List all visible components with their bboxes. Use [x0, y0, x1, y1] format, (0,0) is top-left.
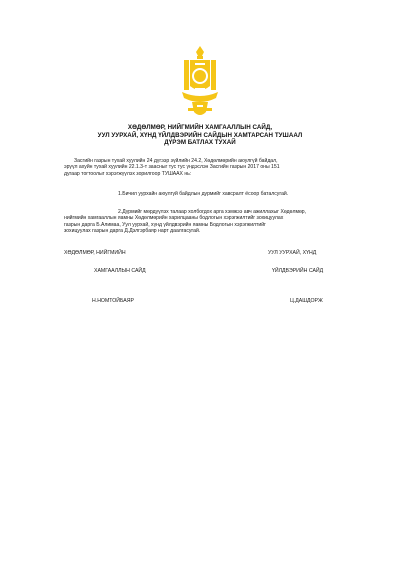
- left-signer-name: Н.НОМТОЙБАЯР: [92, 298, 134, 304]
- title-line-2: УУЛ УУРХАЙ, ХҮНД ҮЙЛДВЭРИЙН САЙДЫН ХАМТАРСАН ТУШААЛ: [97, 131, 303, 139]
- intro-line-1: Засгийн газрын тухай хуулийн 24 дүгээр зүйлийн 24.2, Хөдөлмөрийн аюулгүй байдал,: [74, 158, 278, 164]
- intro-paragraph: [64, 158, 354, 177]
- left-signer-title-2: ХАМГААЛЛЫН САЙД: [94, 268, 146, 274]
- order-item-1: 1.Бичил уурхайн аюулгүй байдлын дүрмийг хавсралт ёсоор баталсугай.: [118, 191, 289, 197]
- intro-line-2: эрүүл ахуйн тухай хуулийн 22.1.3-т заасныг тус тус үндэслэн Засгийн газрын 2017 оны 151: [64, 164, 280, 171]
- title-line-1: ХӨДӨЛМӨР, НИЙГМИЙН ХАМГААЛЛЫН САЙД,: [127, 124, 273, 131]
- order-item-2: [64, 209, 354, 235]
- item2-line-4: зохицуулах газрын дарга Д.Дэлгэрбаяр нарт даалгасугай.: [64, 228, 201, 235]
- right-signer-title-1: УУЛ УУРХАЙ, ХҮНД: [268, 250, 317, 256]
- left-signer-title-1: ХӨДӨЛМӨР, НИЙГМИЙН: [64, 250, 126, 256]
- right-signer-name: Ц.ДАШДОРЖ: [290, 298, 323, 304]
- item2-line-1: 2.Дүрмийг мөрдүүлэх талаар холбогдох арга хэмжээ авч ажиллахыг Хөдөлмөр,: [118, 209, 307, 215]
- right-signer-title-2: ҮЙЛДВЭРИЙН САЙД: [272, 268, 324, 274]
- intro-line-3: дугаар тогтоолыг хэрэгжүүлэх зорилгоор ТУШААХ нь:: [64, 170, 192, 177]
- item2-line-2: нийгмийн хамгааллын яамны Хөдөлмөрийн харилцааны бодлогын хэрэгжилтийг зохицуулах: [64, 215, 284, 222]
- item2-line-3: газрын дарга Б.Алимаа, Уул уурхай, хүнд үйлдвэрийн яамны Бодлогын хэрэгжилтийг: [64, 221, 266, 228]
- title-line-3: ДҮРЭМ БАТЛАХ ТУХАЙ: [164, 139, 236, 147]
- mongolian-state-emblem-icon: [178, 46, 222, 118]
- document-title: [40, 124, 360, 147]
